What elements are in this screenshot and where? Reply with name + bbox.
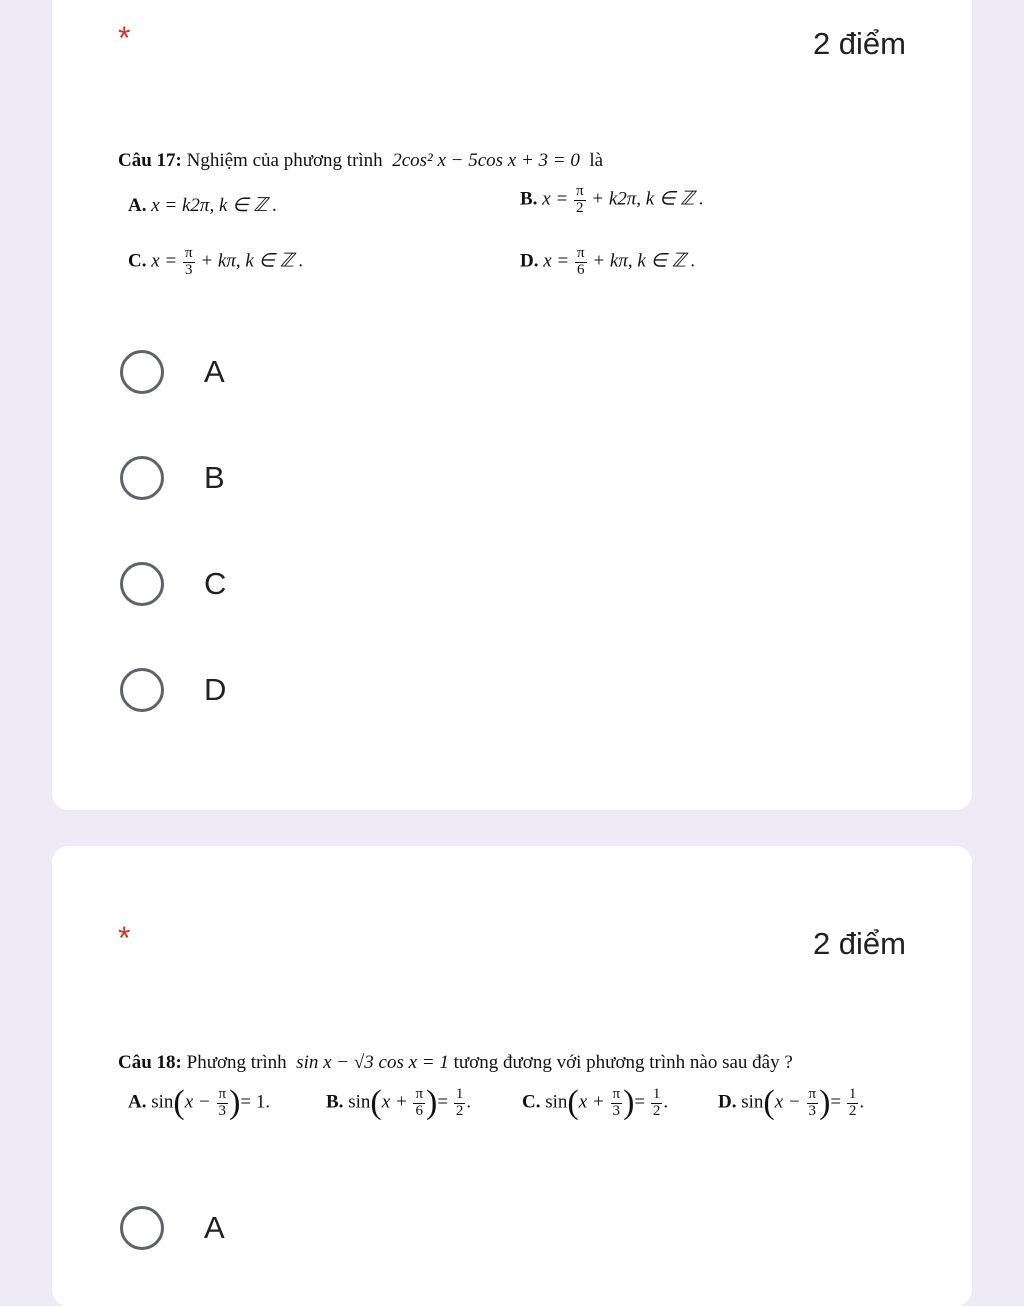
radio-button[interactable] xyxy=(120,562,164,606)
radio-button[interactable] xyxy=(120,1206,164,1250)
choice-label: D xyxy=(204,672,227,707)
choice-label: A xyxy=(204,354,225,389)
radio-button[interactable] xyxy=(120,668,164,712)
image-option-c: C. sin(x + $\frac{\pi}{3}$ )= $\frac{1}{2}$ . xyxy=(522,1084,669,1121)
equation: sin x − √3 cos x = 1 xyxy=(296,1052,449,1073)
question-card-17 xyxy=(52,0,972,810)
points-label: 2 điểm xyxy=(812,26,906,61)
equation: 2cos² x − 5cos x + 3 = 0 xyxy=(392,150,580,171)
image-option-d: D. sin(x − $\frac{\pi}{3}$ )= $\frac{1}{2}$ . xyxy=(718,1084,865,1121)
question-stem: Câu 18: Phương trình sin x − √3 cos x = 1 tương đương với phương trình nào sau đây ? xyxy=(118,1052,793,1073)
choice-a[interactable] xyxy=(120,350,225,394)
points-label: 2 điểm xyxy=(812,926,906,961)
radio-button[interactable] xyxy=(120,456,164,500)
image-option-a: A. sin(x − $\frac{\pi}{3}$ )= 1. xyxy=(128,1084,271,1121)
question-image xyxy=(118,1052,932,1152)
choice-d[interactable] xyxy=(120,668,226,712)
image-option-d: D. x = $\frac{\pi}{6}$ + kπ, k ∈ ℤ . xyxy=(520,245,696,278)
image-option-a: A. x = k2π, k ∈ ℤ . xyxy=(128,195,278,216)
choice-label: C xyxy=(204,566,227,601)
question-card-18 xyxy=(52,846,972,1306)
choice-b[interactable] xyxy=(120,456,225,500)
choice-c[interactable] xyxy=(120,562,226,606)
question-stem: Câu 17: Nghiệm của phương trình 2cos² x − 5cos x + 3 = 0 là xyxy=(118,150,604,171)
required-asterisk: * xyxy=(118,20,131,56)
choice-label: B xyxy=(204,460,225,495)
choice-a[interactable] xyxy=(120,1206,225,1250)
question-image xyxy=(118,150,932,290)
image-option-c: C. x = $\frac{\pi}{3}$ + kπ, k ∈ ℤ . xyxy=(128,245,304,278)
required-asterisk: * xyxy=(118,920,131,956)
image-option-b: B. sin(x + $\frac{\pi}{6}$ )= $\frac{1}{2}$ . xyxy=(326,1084,472,1121)
choice-label: A xyxy=(204,1210,225,1245)
radio-button[interactable] xyxy=(120,350,164,394)
image-option-b: B. x = $\frac{\pi}{2}$ + k2π, k ∈ ℤ . xyxy=(520,183,704,216)
